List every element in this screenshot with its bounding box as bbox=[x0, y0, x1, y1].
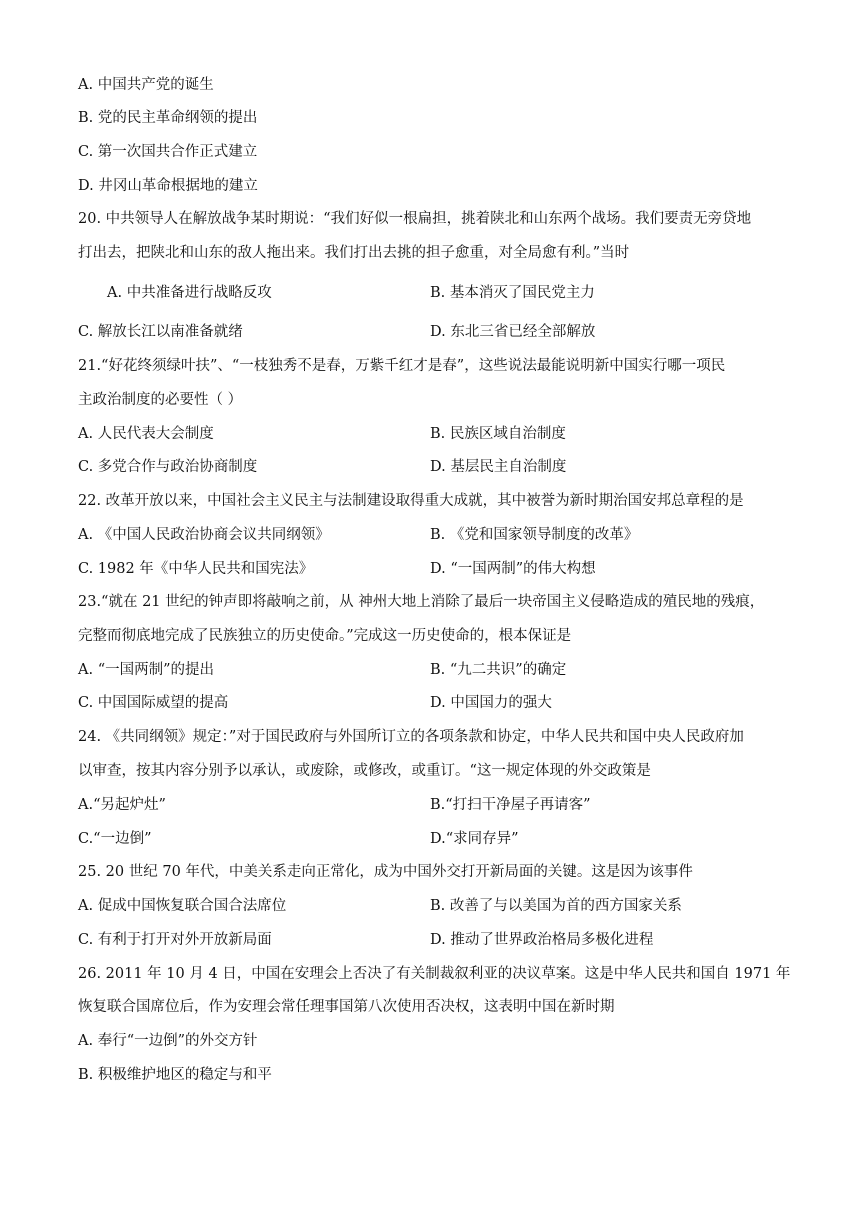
q22-option-b: B. 《党和国家领导制度的改革》 bbox=[430, 527, 639, 543]
q25-stem-line1: 25. 20 世纪 70 年代，中美关系走向正常化，成为中国外交打开新局面的关键。这是因为该事件 bbox=[78, 864, 693, 880]
q24-option-c: C.“一边倒” bbox=[78, 831, 152, 847]
q21-stem-line2: 主政治制度的必要性（ ） bbox=[78, 392, 243, 408]
q23-stem-line1: 23.“就在 21 世纪的钟声即将敲响之前，从 神州大地上消除了最后一块帝国主义侵略造成的殖民地的残痕， bbox=[78, 594, 765, 610]
q21-option-d: D. 基层民主自治制度 bbox=[430, 459, 567, 475]
q25-option-c: C. 有利于打开对外开放新局面 bbox=[78, 932, 272, 948]
q21-option-b: B. 民族区域自治制度 bbox=[430, 426, 566, 442]
q25-option-d: D. 推动了世界政治格局多极化进程 bbox=[430, 932, 654, 948]
q23-option-d: D. 中国国力的强大 bbox=[430, 695, 552, 711]
q20-option-b: B. 基本消灭了国民党主力 bbox=[430, 285, 595, 301]
q20-option-d: D. 东北三省已经全部解放 bbox=[430, 324, 596, 340]
q21-option-a: A. 人民代表大会制度 bbox=[78, 426, 214, 442]
q24-option-b: B.“打扫干净屋子再请客” bbox=[430, 797, 591, 813]
q21-stem-line1: 21.“好花终须绿叶扶”、“一枝独秀不是春，万紫千红才是春”，这些说法最能说明新中国实行哪一项民 bbox=[78, 358, 726, 374]
q26-option-a: A. 奉行“一边倒”的外交方针 bbox=[78, 1033, 258, 1049]
q22-option-c: C. 1982 年《中华人民共和国宪法》 bbox=[78, 561, 314, 577]
q19-option-a: A. 中国共产党的诞生 bbox=[78, 77, 214, 93]
q20-stem-line2: 打出去，把陕北和山东的敌人拖出来。我们打出去挑的担子愈重，对全局愈有利。”当时 bbox=[78, 245, 630, 261]
q22-option-d: D. “一国两制”的伟大构想 bbox=[430, 561, 596, 577]
q23-option-a: A. “一国两制”的提出 bbox=[78, 662, 215, 678]
q26-stem-line1: 26. 2011 年 10 月 4 日，中国在安理会上否决了有关制裁叙利亚的决议草案。这是中华人民共和国自 1971 年 bbox=[78, 966, 791, 982]
q19-option-c: C. 第一次国共合作正式建立 bbox=[78, 144, 258, 160]
q23-option-c: C. 中国国际威望的提高 bbox=[78, 695, 229, 711]
q23-option-b: B. “九二共识”的确定 bbox=[430, 662, 567, 678]
q20-option-a: A. 中共准备进行战略反攻 bbox=[107, 285, 272, 301]
q26-stem-line2: 恢复联合国席位后，作为安理会常任理事国第八次使用否决权，这表明中国在新时期 bbox=[78, 999, 615, 1015]
q19-option-b: B. 党的民主革命纲领的提出 bbox=[78, 110, 258, 126]
q22-option-a: A. 《中国人民政治协商会议共同纲领》 bbox=[78, 527, 330, 543]
q24-option-d: D.“求同存异” bbox=[430, 831, 519, 847]
q20-stem-line1: 20. 中共领导人在解放战争某时期说：“我们好似一根扁担，挑着陕北和山东两个战场。我们要责无旁贷地 bbox=[78, 211, 752, 227]
q24-stem-line1: 24. 《共同纲领》规定：”对于国民政府与外国所订立的各项条款和协定，中华人民共和国中央人民政府加 bbox=[78, 729, 744, 745]
q21-option-c: C. 多党合作与政治协商制度 bbox=[78, 459, 258, 475]
q20-option-c: C. 解放长江以南准备就绪 bbox=[78, 324, 243, 340]
q22-stem-line1: 22. 改革开放以来，中国社会主义民主与法制建设取得重大成就，其中被誉为新时期治国安邦总章程的是 bbox=[78, 493, 744, 509]
q25-option-b: B. 改善了与以美国为首的西方国家关系 bbox=[430, 898, 682, 914]
q24-stem-line2: 以审查，按其内容分别予以承认，或废除，或修改，或重订。“这一规定体现的外交政策是 bbox=[78, 763, 651, 779]
q25-option-a: A. 促成中国恢复联合国合法席位 bbox=[78, 898, 287, 914]
q19-option-d: D. 井冈山革命根据地的建立 bbox=[78, 178, 258, 194]
q24-option-a: A.“另起炉灶” bbox=[78, 797, 166, 813]
q26-option-b: B. 积极维护地区的稳定与和平 bbox=[78, 1067, 272, 1083]
q23-stem-line2: 完整而彻底地完成了民族独立的历史使命。”完成这一历史使命的，根本保证是 bbox=[78, 628, 572, 644]
